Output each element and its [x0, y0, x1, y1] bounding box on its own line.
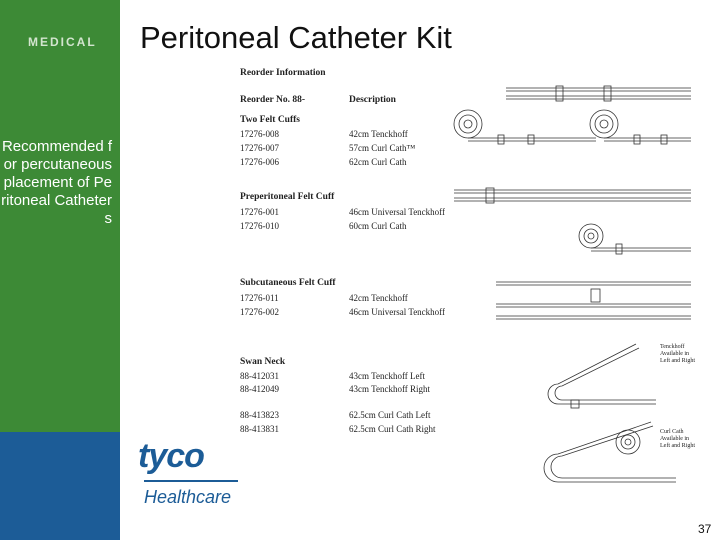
reorder-heading: Reorder Information: [240, 68, 326, 78]
product-description: 43cm Tenckhoff Left: [349, 371, 426, 381]
group-heading: Swan Neck: [240, 357, 286, 367]
subcutaneous-catheter-drawing: [496, 282, 691, 319]
product-code: 17276-002: [240, 307, 279, 317]
product-code: 17276-008: [240, 129, 279, 139]
tenckhoff-availability-note: Tenckhoff Available in Left and Right: [660, 344, 695, 364]
product-code: 88-413831: [240, 424, 279, 434]
tyco-healthcare-logo: [136, 437, 240, 511]
preperitoneal-catheter-drawing: [454, 188, 691, 254]
product-code: 88-412031: [240, 371, 279, 381]
medical-brand-label: MEDICAL: [28, 35, 97, 49]
swan-neck-catheter-drawing: [544, 344, 676, 482]
product-code: 17276-006: [240, 157, 279, 167]
product-code: 17276-011: [240, 293, 279, 303]
group-heading: Subcutaneous Felt Cuff: [240, 278, 336, 288]
product-code: 17276-001: [240, 207, 279, 217]
group-heading: Preperitoneal Felt Cuff: [240, 192, 335, 202]
column-description: Description: [349, 95, 396, 105]
logo-divider: [144, 480, 238, 482]
healthcare-wordmark: Healthcare: [144, 487, 232, 507]
product-description: 57cm Curl Cath™: [349, 143, 416, 153]
two-cuff-catheter-drawing: [454, 86, 691, 144]
column-reorder: Reorder No. 88-: [240, 95, 305, 105]
group-heading: Two Felt Cuffs: [240, 115, 300, 125]
curlcath-availability-note: Curl Cath Available in Left and Right: [660, 429, 695, 449]
product-description: 60cm Curl Cath: [349, 221, 407, 231]
product-description: 42cm Tenckhoff: [349, 129, 408, 139]
product-description: 62.5cm Curl Cath Right: [349, 424, 436, 434]
recommendation-text: Recommended for percutaneous placement of Peritoneal Catheters: [1, 138, 112, 227]
product-code: 17276-007: [240, 143, 279, 153]
product-code: 17276-010: [240, 221, 279, 231]
product-description: 62.5cm Curl Cath Left: [349, 410, 431, 420]
product-description: 42cm Tenckhoff: [349, 293, 408, 303]
tyco-wordmark: tyco: [138, 437, 204, 475]
page-title: Peritoneal Catheter Kit: [140, 20, 452, 55]
product-description: 46cm Universal Tenckhoff: [349, 207, 446, 217]
page-number: 37: [698, 522, 712, 536]
sidebar: [0, 0, 120, 540]
product-code: 88-413823: [240, 410, 279, 420]
product-code: 88-412049: [240, 384, 279, 394]
product-description: 43cm Tenckhoff Right: [349, 384, 431, 394]
sidebar-blue-panel: [0, 432, 120, 540]
reorder-figure: [236, 64, 696, 494]
product-description: 46cm Universal Tenckhoff: [349, 307, 446, 317]
product-description: 62cm Curl Cath: [349, 157, 407, 167]
